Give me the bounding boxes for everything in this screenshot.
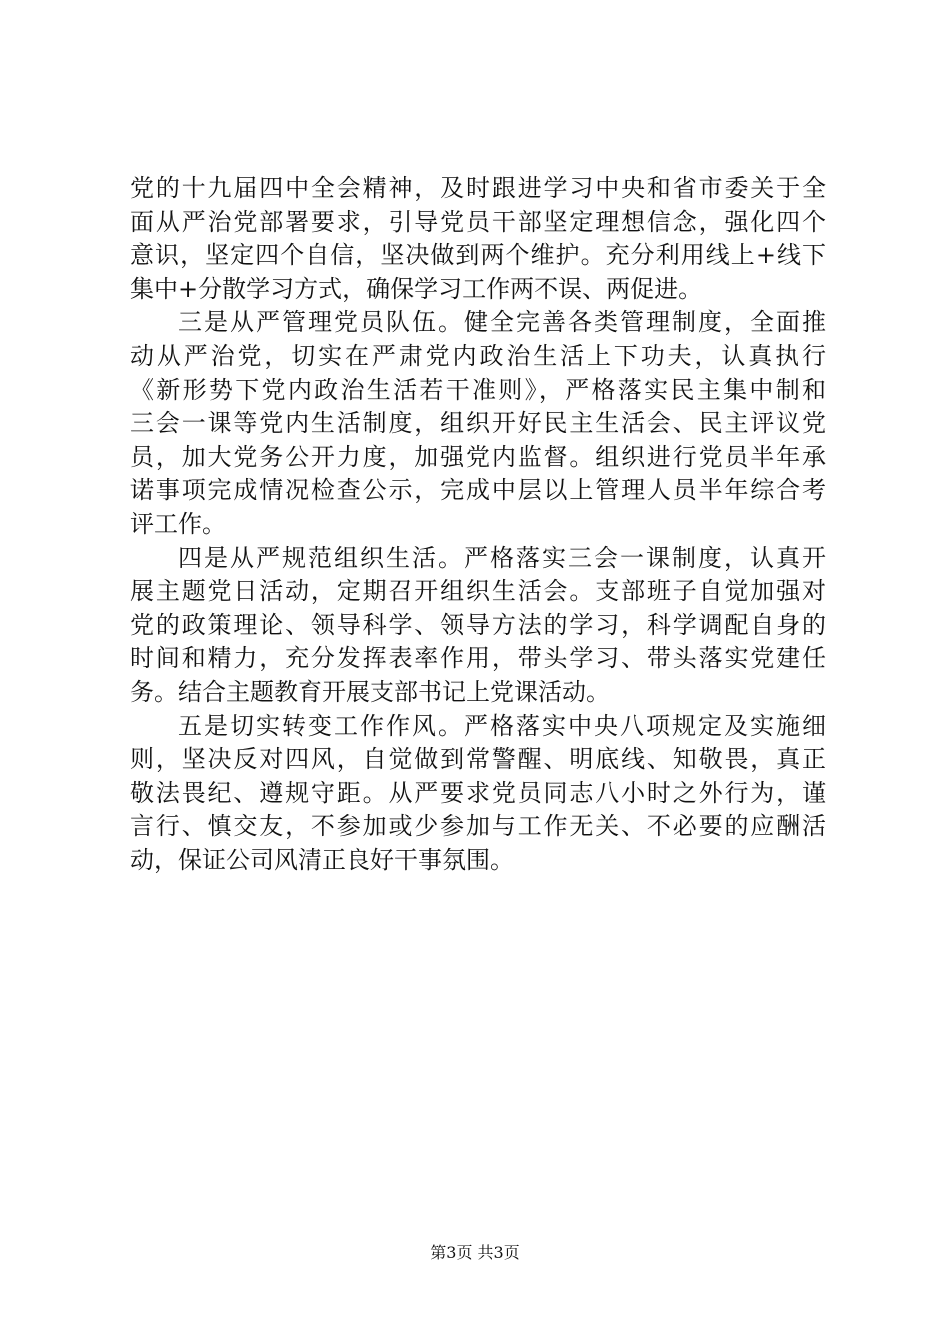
paragraph	[130, 306, 826, 541]
paragraph-line: 则，坚决反对四风，自觉做到常警醒、明底线、知敬畏，真正	[130, 745, 826, 774]
paragraph-line: 面从严治党部署要求，引导党员干部坚定理想信念，强化四个	[130, 207, 826, 236]
paragraph-line: 员，加大党务公开力度，加强党内监督。组织进行党员半年承	[130, 442, 826, 471]
page-footer: 第3页 共3页	[430, 1243, 520, 1262]
paragraph	[130, 542, 826, 710]
paragraph-line: 敬法畏纪、遵规守距。从严要求党员同志八小时之外行为，谨	[130, 778, 826, 807]
paragraph-line: 四是从严规范组织生活。严格落实三会一课制度，认真开	[178, 543, 826, 572]
paragraph-line: 言行、慎交友，不参加或少参加与工作无关、不必要的应酬活	[130, 812, 826, 841]
paragraph-line: 时间和精力，充分发挥表率作用，带头学习、带头落实党建任	[130, 644, 826, 673]
paragraph	[130, 172, 826, 306]
paragraph-line: 动，保证公司风清正良好干事氛围。	[130, 845, 514, 874]
paragraph-line: 三会一课等党内生活制度，组织开好民主生活会、民主评议党	[130, 409, 826, 438]
paragraph-line: 意识，坚定四个自信，坚决做到两个维护。充分利用线上+线下	[130, 241, 826, 270]
paragraph-line: 《新形势下党内政治生活若干准则》，严格落实民主集中制和	[130, 375, 826, 404]
paragraph-line: 党的十九届四中全会精神，及时跟进学习中央和省市委关于全	[130, 174, 826, 202]
paragraph-line: 展主题党日活动，定期召开组织生活会。支部班子自觉加强对	[130, 577, 826, 606]
paragraph	[130, 710, 826, 878]
document-body	[130, 172, 826, 877]
paragraph-line: 务。结合主题教育开展支部书记上党课活动。	[130, 677, 610, 706]
paragraph-line: 动从严治党，切实在严肃党内政治生活上下功夫，认真执行	[130, 341, 826, 370]
paragraph-line: 党的政策理论、领导科学、领导方法的学习，科学调配自身的	[130, 610, 826, 639]
paragraph-line: 诺事项完成情况检查公示，完成中层以上管理人员半年综合考	[130, 476, 826, 505]
paragraph-line: 五是切实转变工作作风。严格落实中央八项规定及实施细	[178, 711, 826, 740]
paragraph-line: 评工作。	[130, 509, 226, 538]
paragraph-line: 三是从严管理党员队伍。健全完善各类管理制度，全面推	[178, 308, 826, 337]
paragraph-line: 集中+分散学习方式，确保学习工作两不误、两促进。	[130, 274, 703, 303]
